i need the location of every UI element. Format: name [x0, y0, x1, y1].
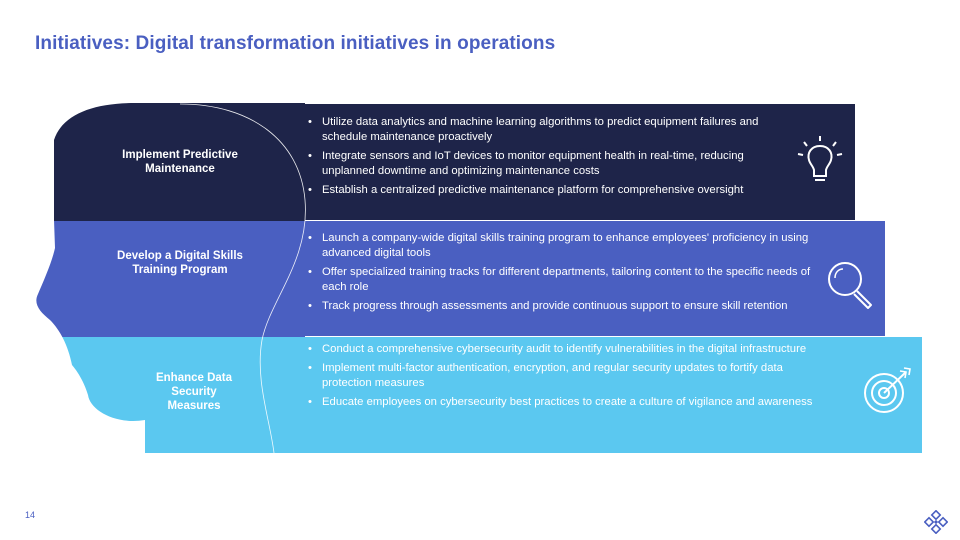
initiative-bullets-predictive-maintenance [308, 115, 788, 202]
bullet-item: • Offer specialized training tracks for different departments, tailoring content to the specific needs of each role [308, 265, 823, 295]
initiative-label-data-security: Enhance Data Security Measures [155, 372, 233, 412]
lightbulb-icon [796, 134, 844, 186]
bullet-item: • Conduct a comprehensive cybersecurity audit to identify vulnerabilities in the digital infrastructure [308, 342, 813, 357]
initiative-label-predictive-maintenance: Implement Predictive Maintenance [122, 149, 238, 175]
initiative-label-digital-skills: Develop a Digital Skills Training Program [117, 250, 243, 276]
initiative-bullets-data-security [308, 342, 813, 414]
page-number: 14 [25, 510, 36, 520]
bullet-item: • Educate employees on cybersecurity best practices to create a culture of vigilance and awareness [308, 395, 813, 410]
bullet-item: • Establish a centralized predictive maintenance platform for comprehensive oversight [308, 183, 788, 198]
bullet-item: • Utilize data analytics and machine learning algorithms to predict equipment failures and schedule maintenance proactively [308, 115, 788, 145]
initiative-bullets-digital-skills [308, 231, 823, 318]
bullet-item: • Implement multi-factor authentication, encryption, and regular security updates to fortify data protection measures [308, 361, 813, 391]
target-icon [860, 366, 914, 416]
company-logo-icon [924, 510, 948, 534]
slide-title: Initiatives: Digital transformation initiatives in operations [35, 33, 556, 54]
bullet-item: • Integrate sensors and IoT devices to monitor equipment health in real-time, reducing unplanned downtime and optimizing maintenance costs [308, 149, 788, 179]
bullet-item: • Launch a company-wide digital skills training program to enhance employees' proficiency in using advanced digital tools [308, 231, 823, 261]
bullet-item: • Track progress through assessments and provide continuous support to ensure skill retention [308, 299, 823, 314]
magnifier-icon [824, 258, 876, 310]
